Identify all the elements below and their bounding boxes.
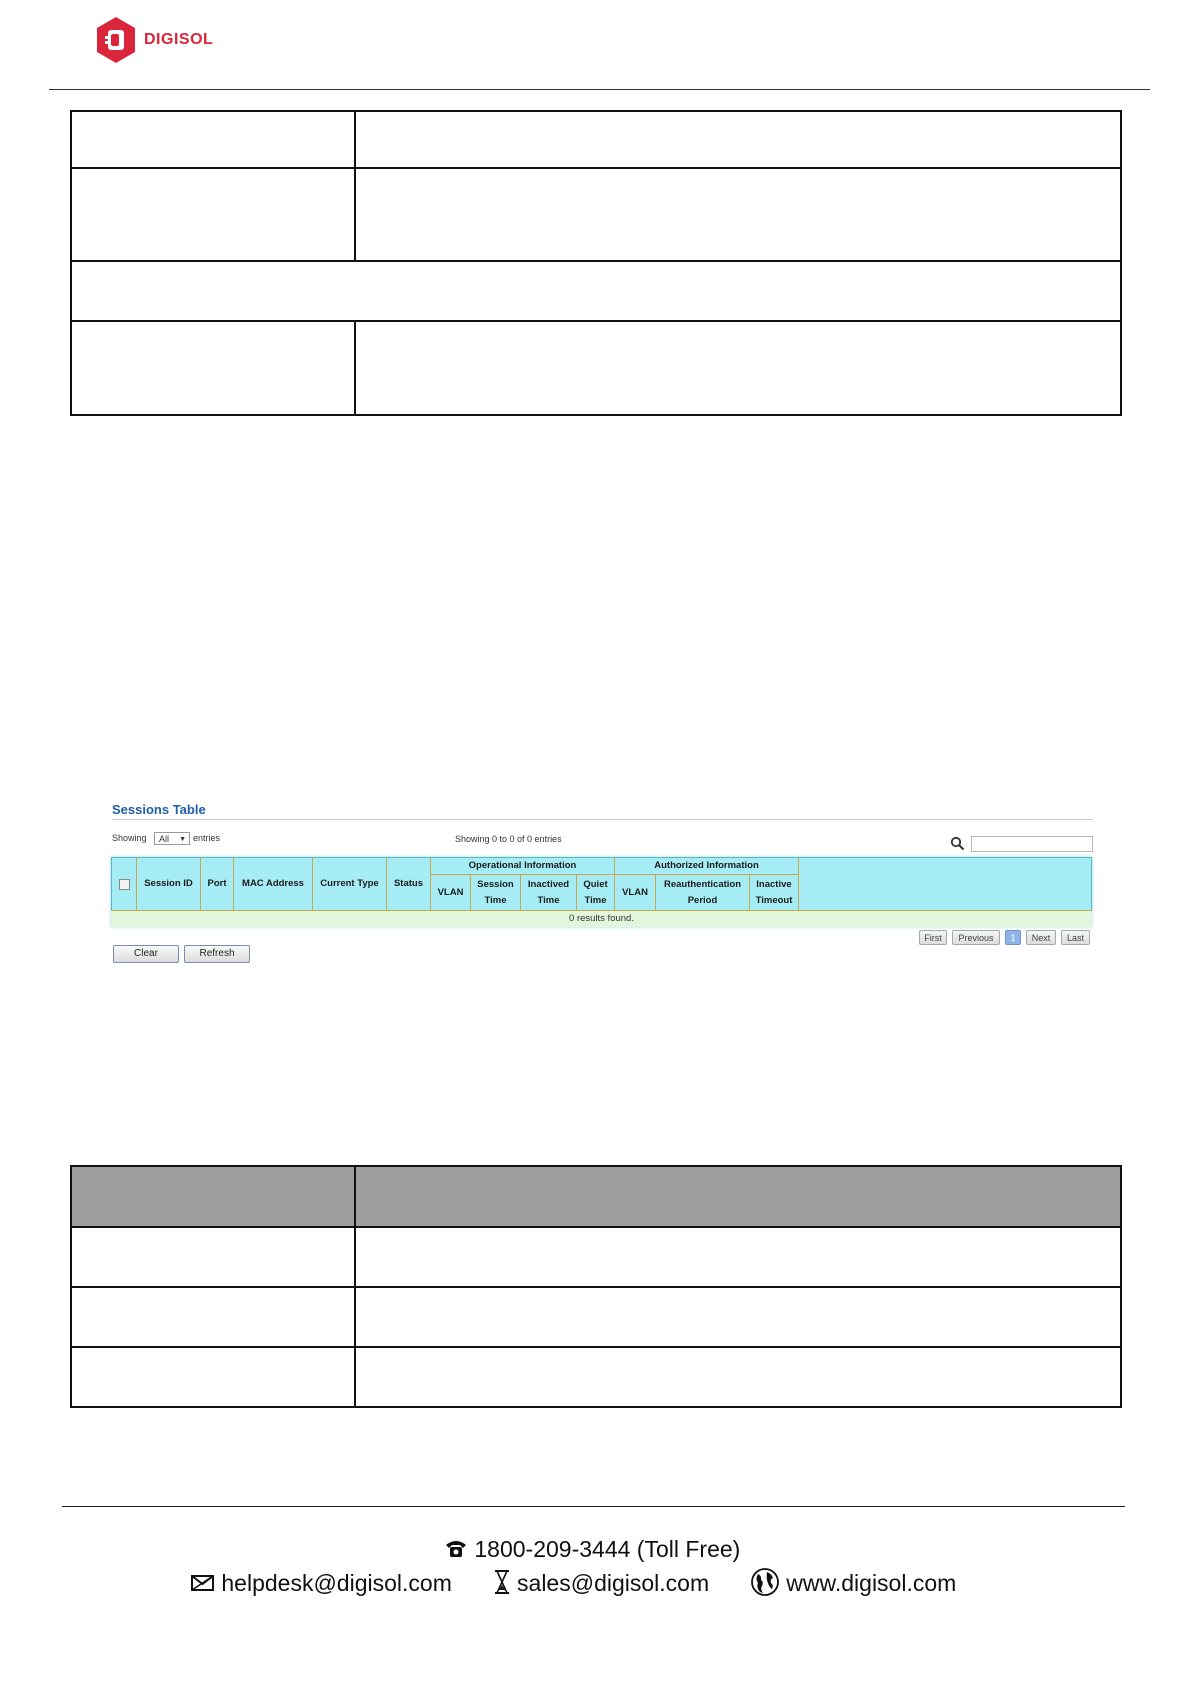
select-all-cell <box>112 858 137 910</box>
footer-phone-line <box>444 1536 740 1564</box>
table-row <box>71 111 1121 168</box>
col-session-time-line1: Session <box>477 878 514 890</box>
col-quiet-time-line2: Time <box>584 894 607 906</box>
footer-divider <box>62 1506 1125 1507</box>
table-row <box>71 1227 1121 1287</box>
hourglass-icon <box>493 1569 511 1601</box>
table-row <box>71 1287 1121 1347</box>
sessions-table-title: Sessions Table <box>112 802 206 817</box>
col-op-vlan[interactable]: VLAN <box>431 875 471 910</box>
footer-sales-email[interactable]: sales@digisol.com <box>517 1570 710 1597</box>
entries-label: entries <box>193 833 221 843</box>
dropdown-arrow-icon: ▼ <box>179 836 186 843</box>
page-size-value: All <box>159 834 170 844</box>
footer-website[interactable]: www.digisol.com <box>786 1570 957 1597</box>
col-inactived-time[interactable] <box>521 875 577 910</box>
col-inactive-timeout[interactable] <box>750 875 799 910</box>
search-icon[interactable] <box>950 836 965 851</box>
col-reauth-line2: Period <box>687 894 718 906</box>
footer-phone[interactable]: 1800-209-3444 (Toll Free) <box>474 1536 741 1562</box>
footer-contact-line <box>191 1567 956 1603</box>
table-row <box>71 321 1121 415</box>
col-inactived-time-line1: Inactived <box>527 878 570 890</box>
col-reauthentication-period[interactable] <box>656 875 750 910</box>
col-inactive-timeout-line1: Inactive <box>756 878 792 890</box>
col-session-time-line2: Time <box>484 894 507 906</box>
globe-icon <box>750 1567 780 1603</box>
group-authorized-information: Authorized Information <box>615 858 799 875</box>
brand-name: DIGISOL <box>144 31 214 48</box>
group-operational-information: Operational Information <box>431 858 615 875</box>
col-mac-address[interactable]: MAC Address <box>234 858 313 910</box>
table-header-row <box>71 1166 1121 1227</box>
col-session-id[interactable]: Session ID <box>137 858 201 910</box>
refresh-button[interactable]: Refresh <box>184 945 250 963</box>
pagination-first-button[interactable]: First <box>919 930 947 945</box>
col-port[interactable]: Port <box>201 858 234 910</box>
col-current-type[interactable]: Current Type <box>313 858 387 910</box>
footer-helpdesk-email[interactable]: helpdesk@digisol.com <box>221 1570 452 1597</box>
col-auth-vlan[interactable]: VLAN <box>615 875 656 910</box>
page-size-select[interactable] <box>154 832 190 845</box>
pagination-page-button[interactable]: 1 <box>1005 930 1021 945</box>
col-inactive-timeout-line2: Timeout <box>755 894 793 906</box>
col-status[interactable]: Status <box>387 858 431 910</box>
table-row <box>71 261 1121 321</box>
select-all-checkbox[interactable] <box>119 879 130 890</box>
no-results-row: 0 results found. <box>111 910 1092 927</box>
phone-icon <box>444 1537 468 1564</box>
pagination-next-button[interactable]: Next <box>1026 930 1056 945</box>
envelope-icon <box>191 1572 215 1599</box>
col-quiet-time-line1: Quiet <box>583 878 608 890</box>
pagination-previous-button[interactable]: Previous <box>952 930 1000 945</box>
digisol-logo-icon <box>95 16 137 64</box>
search-input[interactable] <box>971 836 1093 852</box>
showing-label: Showing <box>112 833 147 843</box>
parameter-table-bottom <box>70 1165 1122 1408</box>
col-reauth-line1: Reauthentication <box>663 878 742 890</box>
table-row <box>71 168 1121 261</box>
col-quiet-time[interactable] <box>577 875 615 910</box>
col-inactived-time-line2: Time <box>537 894 560 906</box>
clear-button[interactable]: Clear <box>113 945 179 963</box>
pagination-last-button[interactable]: Last <box>1061 930 1090 945</box>
table-row <box>71 1347 1121 1407</box>
parameter-table-top <box>70 110 1122 416</box>
panel-divider <box>112 819 1093 820</box>
header-divider <box>49 89 1150 90</box>
entries-summary: Showing 0 to 0 of 0 entries <box>455 834 562 844</box>
col-session-time[interactable] <box>471 875 521 910</box>
